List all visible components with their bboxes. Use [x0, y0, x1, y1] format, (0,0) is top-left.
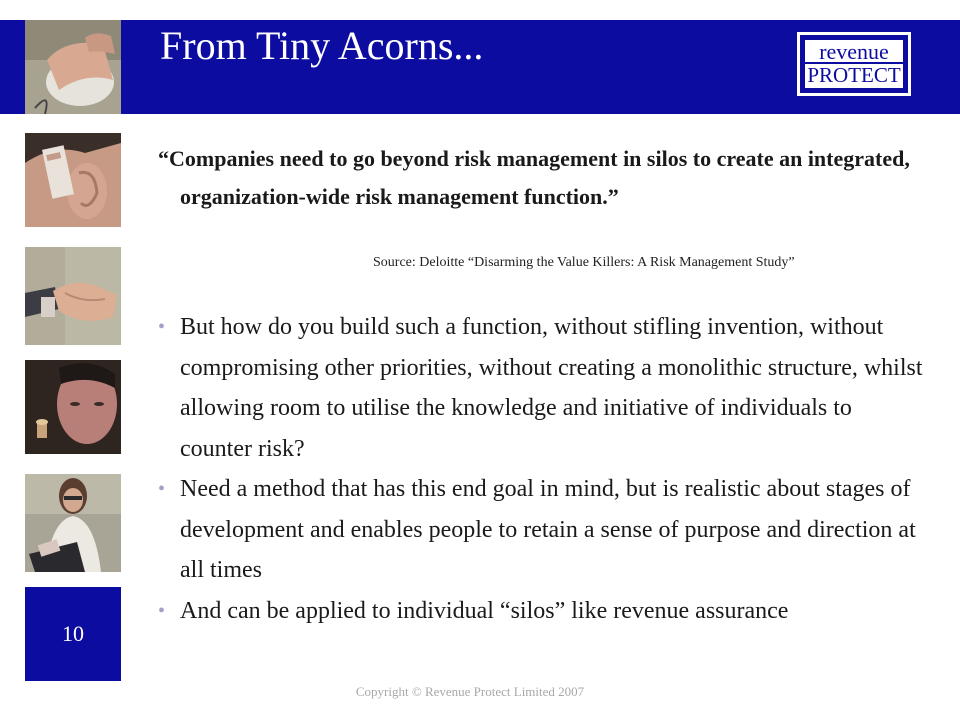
bullet-item	[158, 469, 928, 591]
bullet-item	[158, 307, 928, 469]
bullet-dot-icon: •	[158, 316, 166, 338]
logo-text-protect: PROTECT	[805, 62, 903, 86]
quote-text: “Companies need to go beyond risk management in silos to create an integrated, organization-wide risk management function.”	[158, 146, 910, 209]
logo-text-revenue: revenue	[819, 39, 889, 64]
page-number: 10	[25, 587, 121, 681]
bullet-dot-icon: •	[158, 478, 166, 500]
bullet-text: But how do you build such a function, without stifling invention, without compromising other priorities, without creating a monolithic structure, whilst allowing room to utilise the knowledge and initiative of individuals to counter risk?	[180, 314, 923, 462]
side-photo-handshake	[25, 247, 121, 345]
bullet-dot-icon: •	[158, 599, 166, 622]
bullet-text: And can be applied to individual “silos” like revenue assurance	[180, 597, 789, 624]
bullet-list	[158, 307, 928, 631]
header-photo-hand-on-mouse	[25, 20, 121, 114]
side-photo-woman-at-laptop	[25, 474, 121, 572]
bullet-text: Need a method that has this end goal in mind, but is realistic about stages of development and enables people to retain a sense of purpose and direction at all times	[180, 476, 916, 583]
logo-inner	[805, 40, 903, 88]
side-photo-man-with-coin	[25, 360, 121, 454]
slide-title: From Tiny Acorns...	[160, 23, 484, 68]
bullet-item	[158, 591, 928, 632]
side-photo-banknote-ear	[25, 133, 121, 227]
revenue-protect-logo	[797, 32, 911, 96]
quote-source: Source: Deloitte “Disarming the Value Killers: A Risk Management Study”	[373, 255, 795, 270]
copyright-footer: Copyright © Revenue Protect Limited 2007	[355, 684, 585, 699]
